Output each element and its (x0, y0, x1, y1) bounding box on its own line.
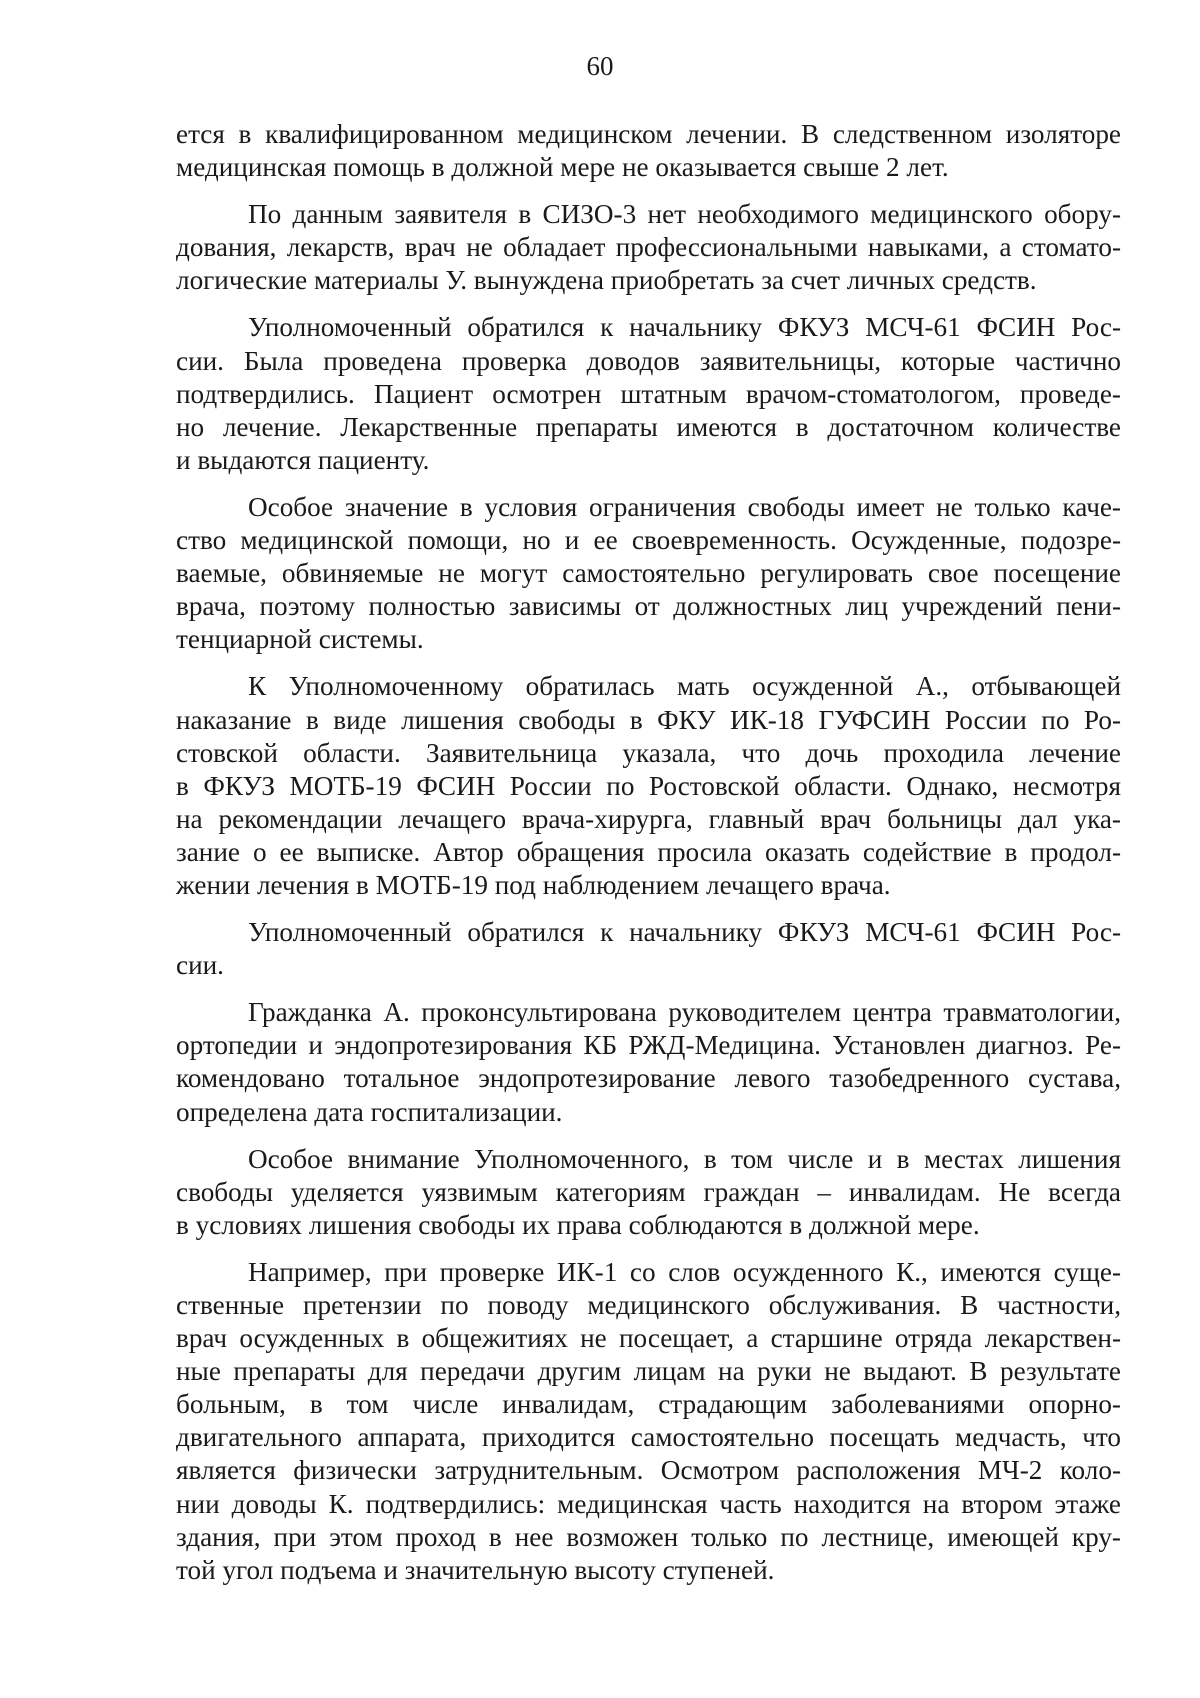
text-line: наказание в виде лишения свободы в ФКУ ИК-18 ГУФСИН России по Ро- (176, 704, 1121, 735)
paragraph (176, 996, 1121, 1128)
text-line: определена дата госпитализации. (176, 1096, 563, 1127)
text-line: Уполномоченный обратился к начальнику ФКУЗ МСЧ-61 ФСИН Рос- (248, 917, 1121, 948)
text-line: подтвердились. Пациент осмотрен штатным врачом-стоматологом, проведе- (176, 378, 1121, 409)
text-line: больным, в том числе инвалидам, страдающим заболеваниями опорно- (176, 1389, 1121, 1420)
text-line: и выдаются пациенту. (176, 444, 430, 475)
text-line: Особое внимание Уполномоченного, в том числе и в местах лишения (248, 1143, 1121, 1174)
text-line: медицинская помощь в должной мере не оказывается свыше 2 лет. (176, 152, 949, 183)
text-line: Например, при проверке ИК-1 со слов осужденного К., имеются суще- (248, 1256, 1121, 1287)
text-line: К Уполномоченному обратилась мать осужденной А., отбывающей (248, 671, 1121, 702)
text-line: стовской области. Заявительница указала, что дочь проходила лечение (176, 737, 1121, 768)
text-line: сии. (176, 950, 224, 981)
text-line: дования, лекарств, врач не обладает профессиональными навыками, а стомато- (176, 232, 1121, 263)
text-line: свободы уделяется уязвимым категориям граждан – инвалидам. Не всегда (176, 1176, 1121, 1207)
text-line: в условиях лишения свободы их права соблюдаются в должной мере. (176, 1209, 980, 1240)
text-line: ные препараты для передачи другим лицам на руки не выдают. В результате (176, 1356, 1121, 1387)
paragraph (176, 198, 1121, 297)
text-line: зание о ее выписке. Автор обращения просила оказать содействие в продол- (176, 836, 1121, 867)
text-line: По данным заявителя в СИЗО-3 нет необходимого медицинского обору- (248, 199, 1121, 230)
text-line: сии. Была проведена проверка доводов заявительницы, которые частично (176, 345, 1121, 376)
text-line: жении лечения в МОТБ-19 под наблюдением лечащего врача. (176, 869, 891, 900)
text-line: тенциарной системы. (176, 624, 424, 655)
text-line: врача, поэтому полностью зависимы от должностных лиц учреждений пени- (176, 591, 1121, 622)
text-line: той угол подъема и значительную высоту ступеней. (176, 1554, 775, 1585)
paragraph (176, 491, 1121, 656)
text-line: в ФКУЗ МОТБ-19 ФСИН России по Ростовской области. Однако, несмотря (176, 770, 1121, 801)
text-line: здания, при этом проход в нее возможен только по лестнице, имеющей кру- (176, 1521, 1121, 1552)
paragraph (176, 670, 1121, 902)
text-line: нии доводы К. подтвердились: медицинская часть находится на втором этаже (176, 1488, 1121, 1519)
paragraph (176, 1256, 1121, 1587)
text-line: комендовано тотальное эндопротезирование левого тазобедренного сустава, (176, 1063, 1121, 1094)
text-line: но лечение. Лекарственные препараты имеются в достаточном количестве (176, 411, 1121, 442)
paragraph (176, 118, 1121, 184)
text-line: ортопедии и эндопротезирования КБ РЖД-Медицина. Установлен диагноз. Ре- (176, 1030, 1121, 1061)
body-text (176, 118, 1121, 1601)
text-line: врач осужденных в общежитиях не посещает, а старшине отряда лекарствен- (176, 1323, 1121, 1354)
text-line: ваемые, обвиняемые не могут самостоятельно регулировать свое посещение (176, 558, 1121, 589)
text-line: ство медицинской помощи, но и ее своевременность. Осужденные, подозре- (176, 525, 1121, 556)
text-line: Гражданка А. проконсультирована руководителем центра травматологии, (248, 997, 1121, 1028)
paragraph (176, 1143, 1121, 1242)
text-line: двигательного аппарата, приходится самостоятельно посещать медчасть, что (176, 1422, 1121, 1453)
text-line: ственные претензии по поводу медицинского обслуживания. В частности, (176, 1290, 1121, 1320)
text-line: Уполномоченный обратился к начальнику ФКУЗ МСЧ-61 ФСИН Рос- (248, 312, 1121, 343)
paragraph (176, 916, 1121, 982)
page-number: 60 (586, 51, 614, 81)
text-line: на рекомендации лечащего врача-хирурга, главный врач больницы дал ука- (176, 803, 1121, 834)
text-line: является физически затруднительным. Осмотром расположения МЧ-2 коло- (176, 1455, 1121, 1486)
paragraph (176, 311, 1121, 476)
text-line: Особое значение в условия ограничения свободы имеет не только каче- (248, 491, 1121, 522)
text-line: ется в квалифицированном медицинском лечении. В следственном изоляторе (176, 119, 1121, 149)
text-line: логические материалы У. вынуждена приобретать за счет личных средств. (176, 265, 1037, 296)
